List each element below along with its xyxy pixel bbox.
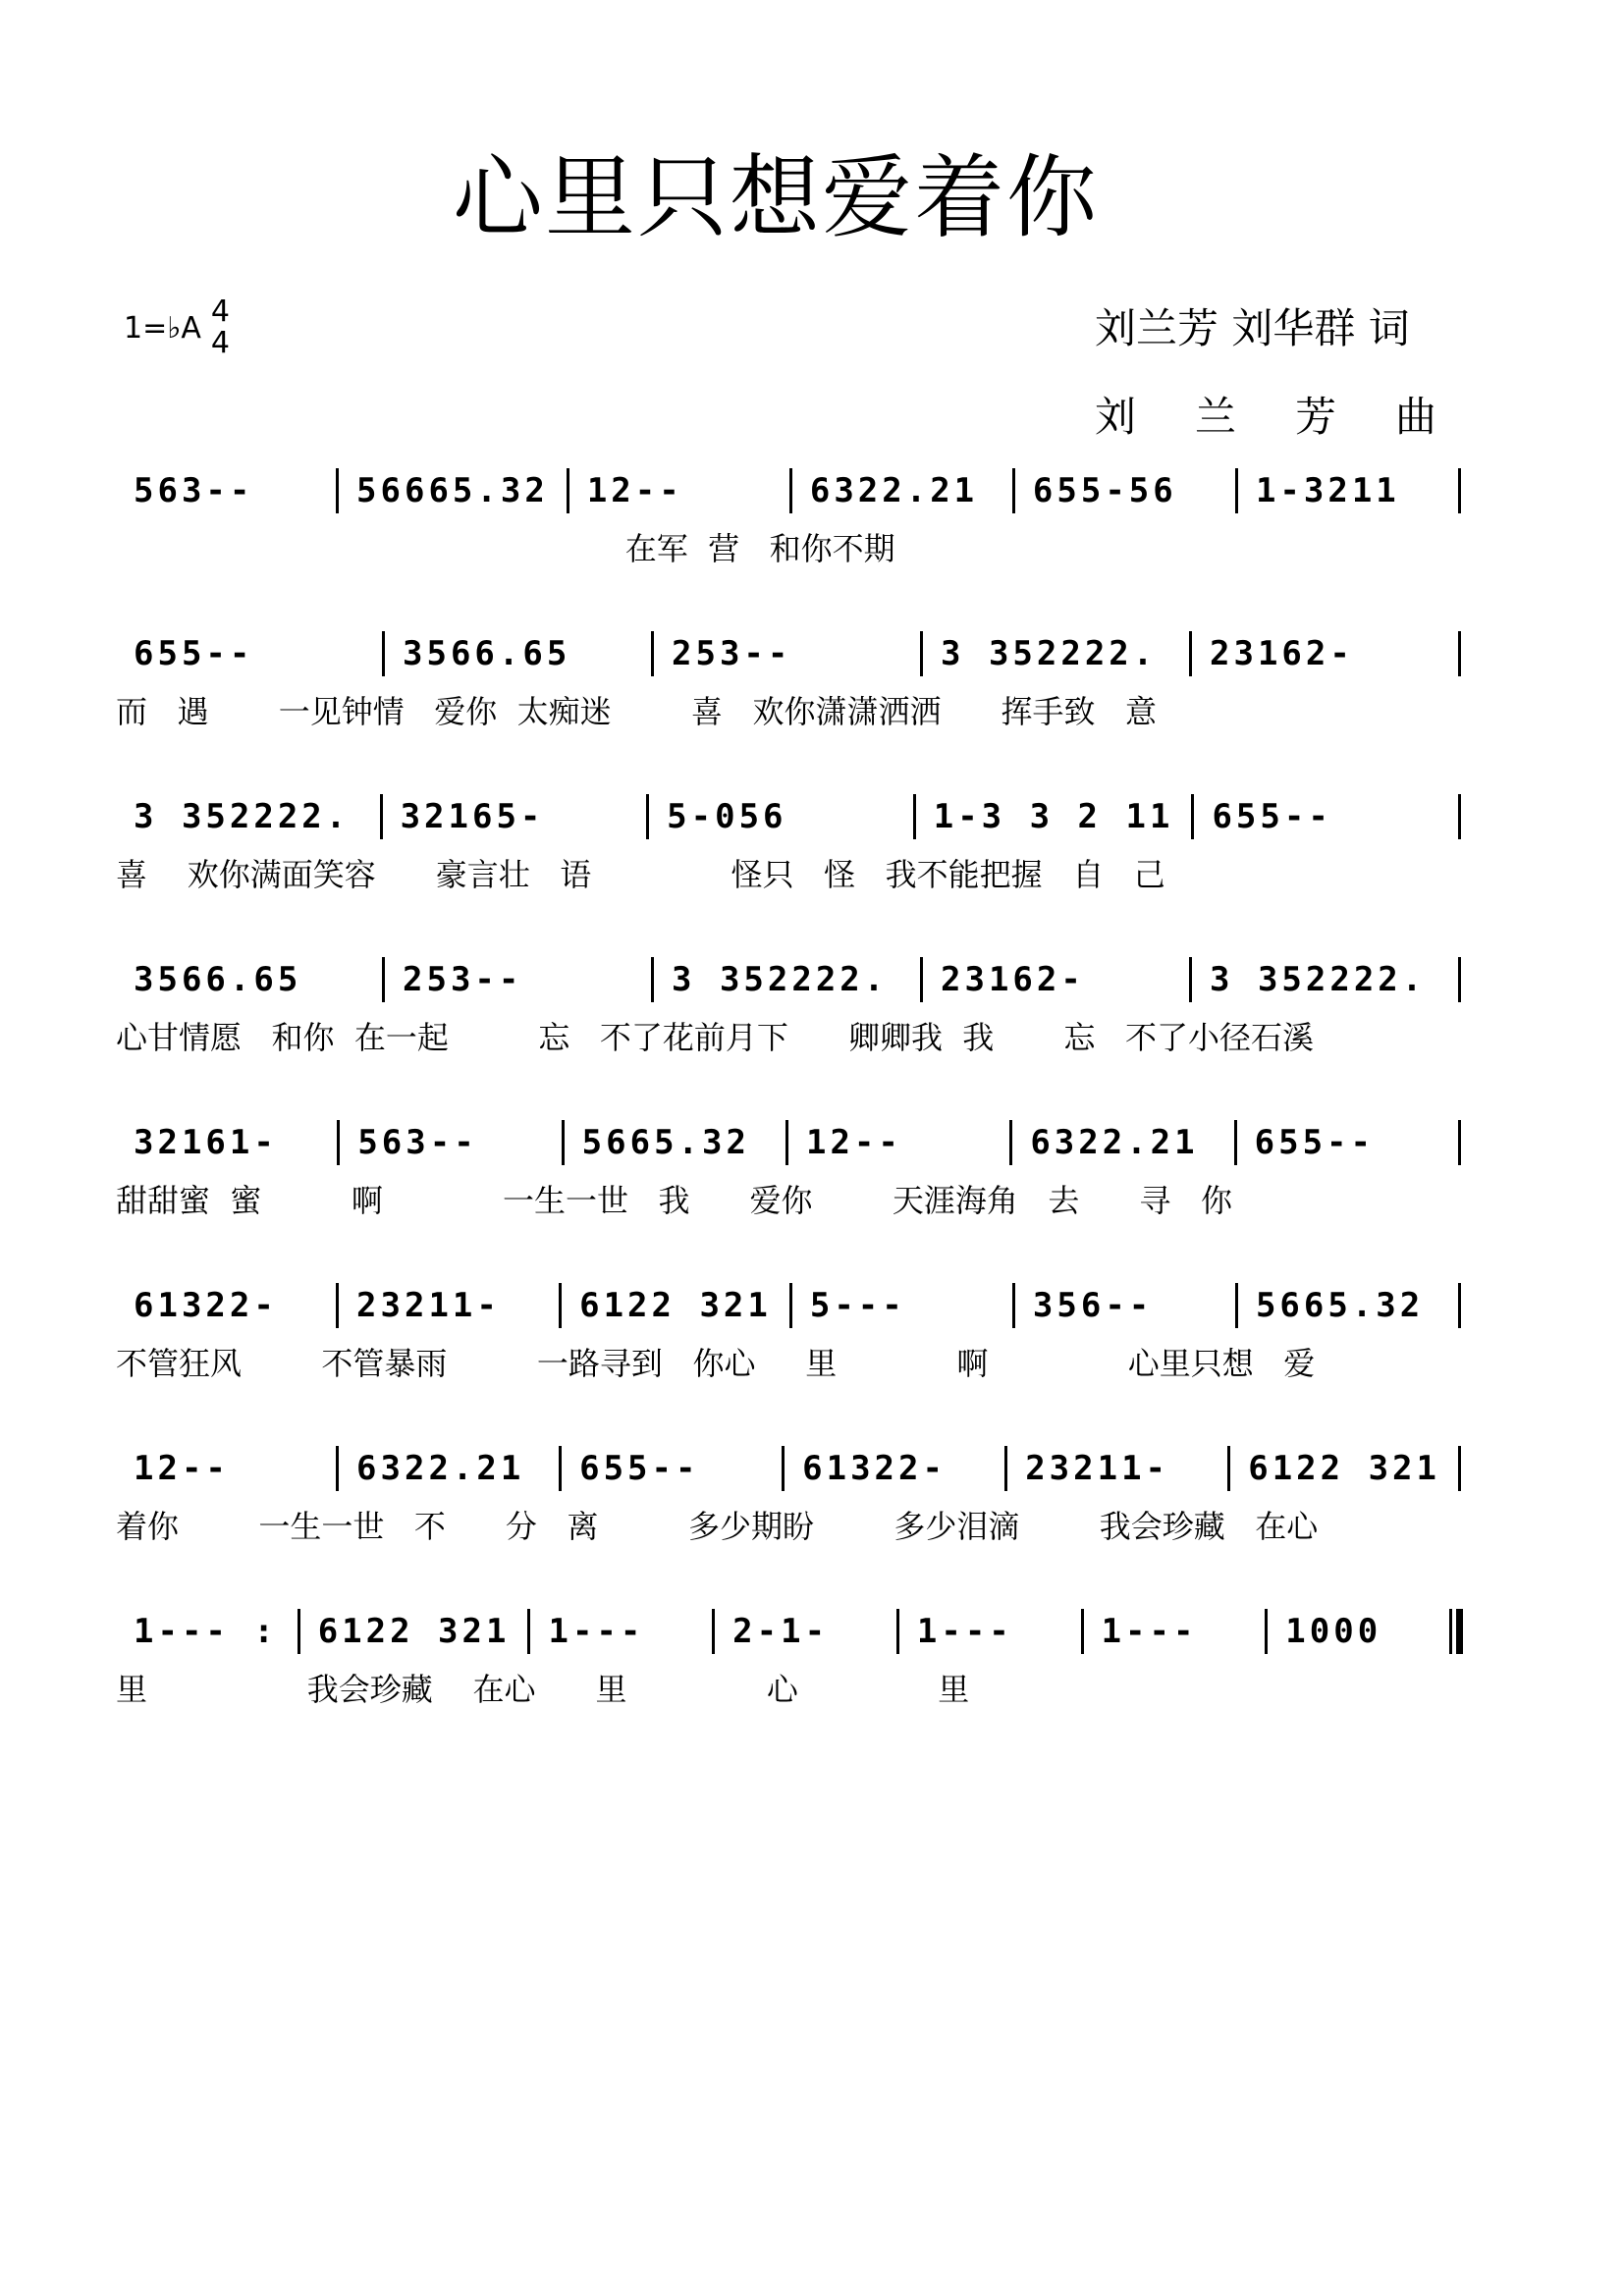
measure: 61322- — [802, 1449, 947, 1488]
measure: 655-- — [134, 634, 254, 673]
lyrics-row: 在军 营 和你不期 — [116, 530, 895, 567]
score-line — [116, 1276, 1461, 1394]
measure: 5-056 — [667, 797, 787, 836]
measure: 12-- — [586, 471, 683, 510]
measure: 356-- — [1032, 1286, 1154, 1325]
song-title: 心里只想爱着你 — [452, 145, 1099, 250]
key-signature — [124, 296, 230, 359]
measure: 12-- — [134, 1449, 230, 1488]
measure: 253-- — [403, 960, 523, 999]
measure: 32161- — [134, 1123, 278, 1162]
measure: 6322.21 — [356, 1449, 525, 1488]
time-signature — [211, 296, 230, 359]
barline — [1458, 794, 1461, 839]
key-tonic: 1=♭A — [124, 310, 201, 346]
measure: 655-- — [579, 1449, 700, 1488]
notation-row — [116, 1439, 1461, 1498]
measure: 1--- — [1101, 1612, 1198, 1651]
measure: 5665.32 — [1255, 1286, 1425, 1325]
measure: 6322.21 — [809, 471, 979, 510]
barline — [1458, 631, 1461, 676]
score-line — [116, 1113, 1461, 1231]
notation-row — [116, 1602, 1461, 1661]
measure: 5--- — [809, 1286, 906, 1325]
measure: 23211- — [1025, 1449, 1170, 1488]
measure: 1--- : — [134, 1612, 278, 1651]
measure: 1--- — [548, 1612, 645, 1651]
measure: 1--- — [916, 1612, 1013, 1651]
lyrics-row: 里 我会珍藏 在心 里 心 里 — [116, 1671, 970, 1708]
measure: 6122 321 — [579, 1286, 772, 1325]
final-barline — [1449, 1609, 1461, 1654]
barline — [1458, 957, 1461, 1002]
measure: 6122 321 — [1248, 1449, 1440, 1488]
barline — [1458, 1446, 1461, 1491]
measure: 56665.32 — [356, 471, 549, 510]
lyrics-row: 而 遇 一见钟情 爱你 太痴迷 喜 欢你潇潇洒洒 挥手致 意 — [116, 693, 1158, 730]
time-beats: 4 — [210, 294, 230, 329]
notation-row — [116, 1113, 1461, 1172]
notation-row — [116, 624, 1461, 683]
measure: 3566.65 — [134, 960, 302, 999]
score-line — [116, 1439, 1461, 1557]
score-line — [116, 461, 1461, 579]
measure: 23162- — [1210, 634, 1354, 673]
lyricist-credit: 刘兰芳 刘华群 词 — [1095, 304, 1410, 352]
measure: 655-- — [1212, 797, 1332, 836]
notation-row — [116, 787, 1461, 846]
barline — [1458, 1283, 1461, 1328]
measure: 1000 — [1285, 1612, 1382, 1651]
measure: 6322.21 — [1030, 1123, 1199, 1162]
measure: 1-3211 — [1255, 471, 1400, 510]
measure: 5665.32 — [581, 1123, 750, 1162]
lyrics-row: 着你 一生一世 不 分 离 多少期盼 多少泪滴 我会珍藏 在心 — [116, 1508, 1319, 1545]
barline — [1458, 1120, 1461, 1165]
measure: 3 352222. — [672, 960, 889, 999]
barline — [1458, 468, 1461, 513]
measure: 655-- — [1254, 1123, 1375, 1162]
measure: 3 352222. — [941, 634, 1158, 673]
measure: 32165- — [400, 797, 545, 836]
measure: 6122 321 — [317, 1612, 511, 1651]
measure: 3 352222. — [1210, 960, 1427, 999]
measure: 563-- — [134, 471, 254, 510]
measure: 3 352222. — [134, 797, 351, 836]
measure: 12-- — [805, 1123, 902, 1162]
measure: 23162- — [941, 960, 1085, 999]
measure: 23211- — [356, 1286, 501, 1325]
score-line — [116, 950, 1461, 1068]
measure: 2-1- — [732, 1612, 830, 1651]
lyrics-row: 喜 欢你满面笑容 豪言壮 语 怪只 怪 我不能把握 自 己 — [116, 856, 1165, 893]
measure: 1-3 3 2 11 — [933, 797, 1174, 836]
lyrics-row: 不管狂风 不管暴雨 一路寻到 你心 里 啊 心里只想 爱 — [116, 1345, 1316, 1382]
measure: 253-- — [672, 634, 792, 673]
score-line — [116, 787, 1461, 905]
notation-row — [116, 1276, 1461, 1335]
measure: 3566.65 — [403, 634, 571, 673]
time-unit: 4 — [210, 326, 230, 360]
lyrics-row: 甜甜蜜 蜜 啊 一生一世 我 爱你 天涯海角 去 寻 你 — [116, 1182, 1232, 1219]
measure: 61322- — [134, 1286, 278, 1325]
score-line — [116, 1602, 1461, 1720]
measure: 655-56 — [1032, 471, 1177, 510]
composer-credit: 刘兰芳曲 — [1095, 393, 1496, 441]
notation-row — [116, 461, 1461, 520]
lyrics-row: 心甘情愿 和你 在一起 忘 不了花前月下 卿卿我 我 忘 不了小径石溪 — [116, 1019, 1315, 1056]
measure: 563-- — [357, 1123, 478, 1162]
score-line — [116, 624, 1461, 742]
notation-row — [116, 950, 1461, 1009]
